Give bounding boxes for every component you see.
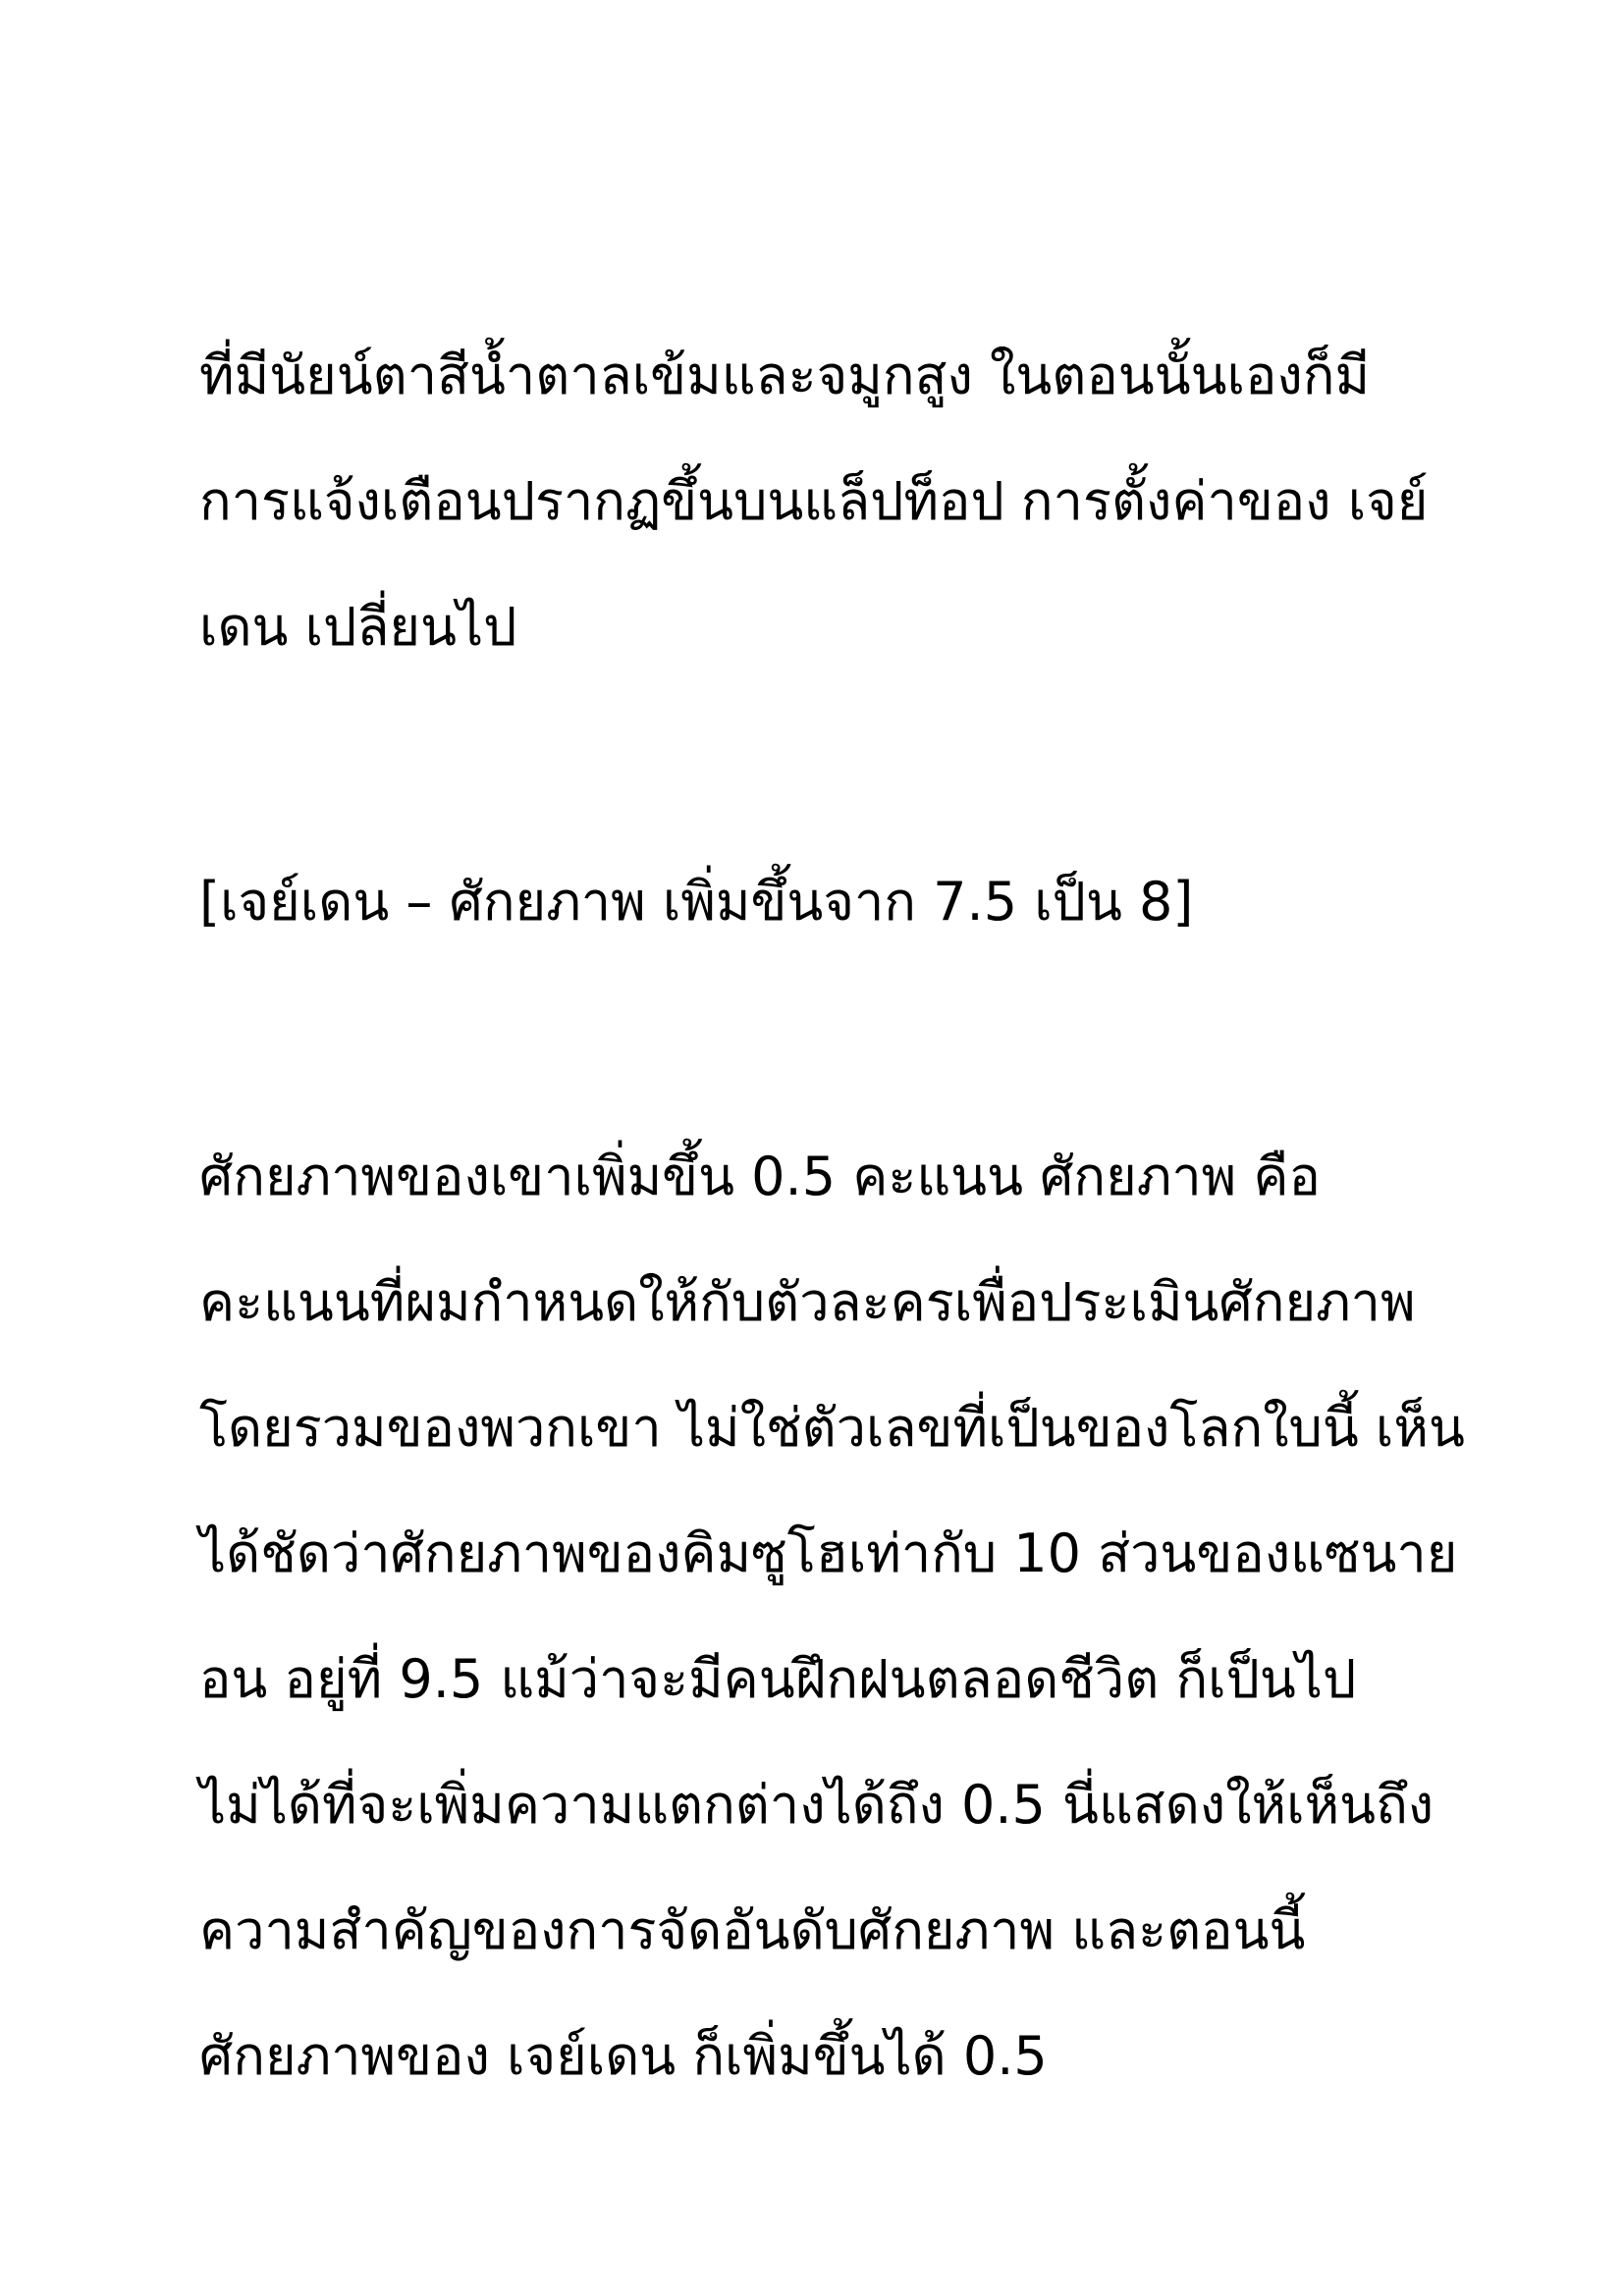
paragraph-1-line-3: เดน เปลี่ยนไป — [199, 596, 517, 658]
paragraph-1-line-1: ที่มีนัยน์ตาสีน้ำตาลเข้มและจมูกสูง ในตอนนั้นเองก็มี — [199, 345, 1371, 406]
system-notification: [เจย์เดน – ศักยภาพ เพิ่มขึ้นจาก 7.5 เป็น 8] — [199, 871, 1194, 933]
paragraph-2-line-6: ไม่ได้ที่จะเพิ่มความแตกต่างได้ถึง 0.5 นี่แสดงให้เห็นถึง — [199, 1774, 1435, 1836]
paragraph-1-line-2: การแจ้งเตือนปรากฏขึ้นบนแล็ปท็อป การตั้งค่าของ เจย์ — [199, 470, 1429, 532]
paragraph-2-line-4: ได้ชัดว่าศักยภาพของคิมซูโฮเท่ากับ 10 ส่วนของแซนาย — [199, 1522, 1458, 1584]
paragraph-2-line-3: โดยรวมของพวกเขา ไม่ใช่ตัวเลขที่เป็นของโลกใบนี้ เห็น — [199, 1397, 1465, 1459]
paragraph-2-line-1: ศักยภาพของเขาเพิ่มขึ้น 0.5 คะแนน ศักยภาพ คือ — [199, 1146, 1321, 1207]
paragraph-2-line-5: อน อยู่ที่ 9.5 แม้ว่าจะมีคนฝึกฝนตลอดชีวิต ก็เป็นไป — [199, 1648, 1357, 1710]
paragraph-2-line-7: ความสำคัญของการจัดอันดับศักยภาพ และตอนนี้ — [199, 1899, 1306, 1961]
paragraph-2-line-2: คะแนนที่ผมกำหนดให้กับตัวละครเพื่อประเมินศักยภาพ — [199, 1271, 1416, 1333]
paragraph-2-line-8: ศักยภาพของ เจย์เดน ก็เพิ่มขึ้นได้ 0.5 — [199, 2025, 1048, 2087]
